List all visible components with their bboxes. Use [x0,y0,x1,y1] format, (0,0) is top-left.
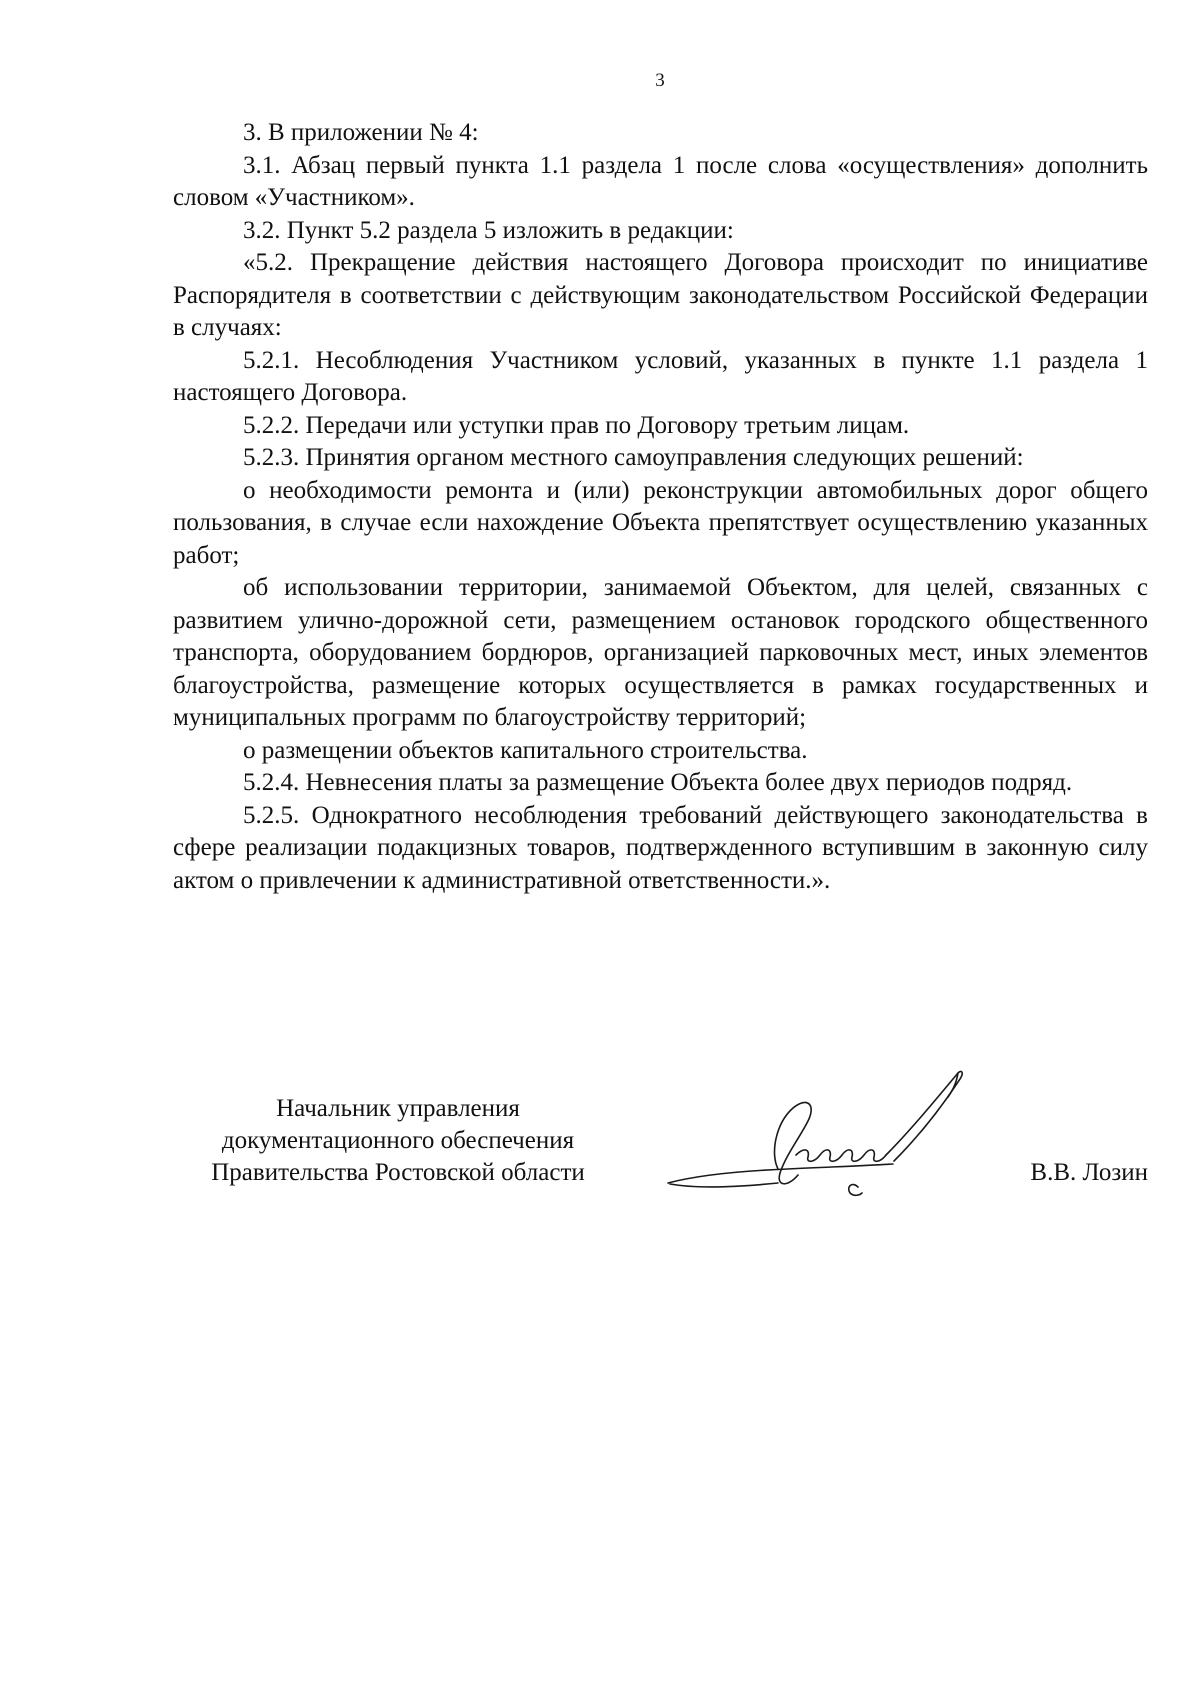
signature-block [173,1093,1148,1233]
paragraph: 3.1. Абзац первый пункта 1.1 раздела 1 после слова «осуществления» дополнить словом «Участником». [173,151,1148,211]
paragraph: 5.2.3. Принятия органом местного самоуправления следующих решений: [243,444,1024,471]
paragraph: о необходимости ремонта и (или) реконструкции автомобильных дорог общего пользования, в случае если нахождение Объекта препятствует осуществлению указанных работ; [173,476,1148,569]
signatory-name: В.В. Лозин [1030,1159,1148,1186]
paragraph: 3.2. Пункт 5.2 раздела 5 изложить в редакции: [243,216,734,244]
paragraph: 5.2.5. Однократного несоблюдения требований действующего законодательства в сфере реализации подакцизных товаров, подтвержденного вступившим в законную силу актом о привлечении к административной ответственности.». [173,801,1148,894]
handwritten-signature-icon [658,1063,998,1223]
paragraph: «5.2. Прекращение действия настоящего Договора происходит по инициативе Распорядителя в соответствии с действующим законодательством Российской Федерации в случаях: [173,249,1148,341]
signatory-title-line: Начальник управления [276,1095,520,1122]
paragraph: о размещении объектов капитального строительства. [243,736,808,764]
signatory-title-line: документационного обеспечения [221,1127,575,1154]
page-number: 3 [655,70,665,91]
paragraph: об использовании территории, занимаемой Объектом, для целей, связанных с развитием улично-дорожной сети, размещением остановок городского общественного транспорта, оборудованием бордюров, организацией парковочных мест, иных элементов благоустройства, размещение которых осуществляется в рамках государственных и муниципальных программ по благоустройству территорий; [173,574,1148,731]
paragraph: 5.2.4. Невнесения платы за размещение Объекта более двух периодов подряд. [243,769,1073,796]
signatory-title-line: Правительства Ростовской области [211,1159,585,1186]
paragraph: 5.2.1. Несоблюдения Участником условий, указанных в пункте 1.1 раздела 1 настоящего Договора. [173,346,1148,406]
signatory-title [173,1093,623,1189]
paragraph: 3. В приложении № 4: [243,119,479,146]
document-body [173,117,1148,897]
paragraph: 5.2.2. Передачи или уступки прав по Договору третьим лицам. [243,411,910,439]
